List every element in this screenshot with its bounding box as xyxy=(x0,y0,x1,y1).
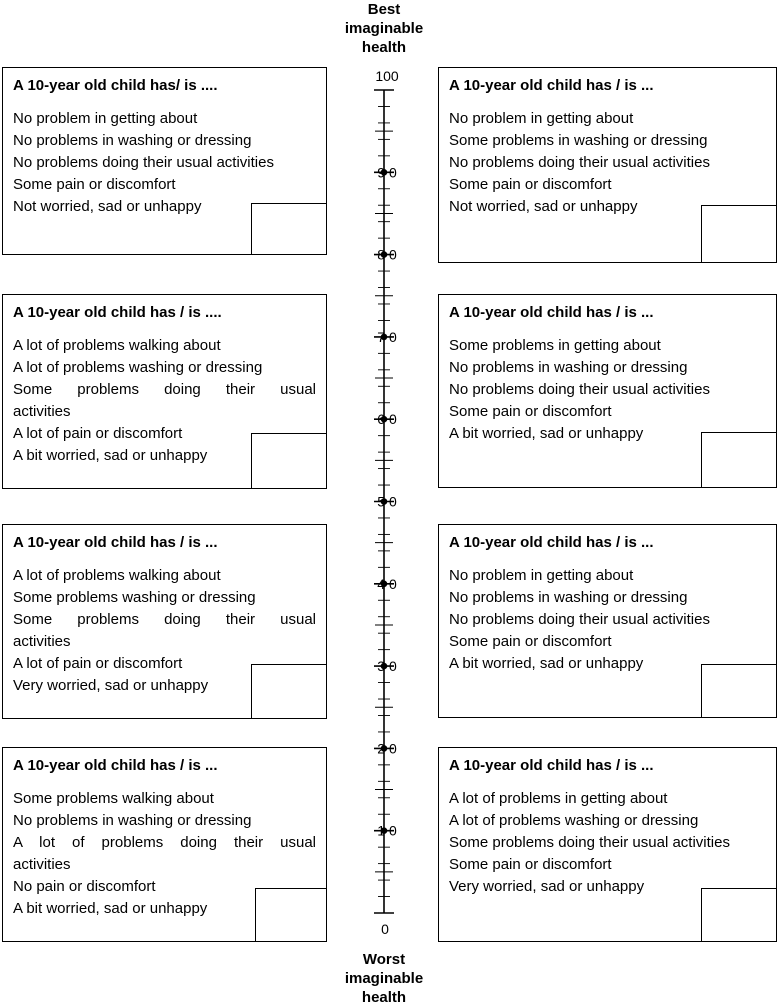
card-line: Some pain or discomfort xyxy=(449,633,612,650)
card-line: A lot of pain or discomfort xyxy=(13,655,183,672)
card-line: No problems in washing or dressing xyxy=(13,132,252,149)
answer-box[interactable] xyxy=(251,433,327,489)
tick-label: 5 0 xyxy=(377,493,397,510)
card-line: A bit worried, sad or unhappy xyxy=(449,655,644,672)
card-line: No problems doing their usual activities xyxy=(449,154,710,171)
card-body xyxy=(449,108,766,218)
answer-box[interactable] xyxy=(255,888,327,942)
answer-box[interactable] xyxy=(701,888,777,942)
scale-bottom-label-line: health xyxy=(361,989,407,1006)
card-title: A 10-year old child has / is ... xyxy=(449,304,654,321)
answer-box[interactable] xyxy=(251,203,327,255)
card-line: A lot of problems doing their usual xyxy=(13,834,316,851)
tick-label: 9 0 xyxy=(377,164,397,181)
card-line: Very worried, sad or unhappy xyxy=(13,677,209,694)
card-body xyxy=(449,565,766,675)
card-line: A bit worried, sad or unhappy xyxy=(449,425,644,442)
card-line: A lot of problems walking about xyxy=(13,567,221,584)
health-state-card-6 xyxy=(438,524,777,718)
card-line: A bit worried, sad or unhappy xyxy=(13,900,208,917)
tick-label: 7 0 xyxy=(377,328,397,345)
tick-label: 3 0 xyxy=(377,658,397,675)
card-line: Some pain or discomfort xyxy=(449,856,612,873)
card-line: Not worried, sad or unhappy xyxy=(13,198,202,215)
scale-top-label-line: health xyxy=(361,39,407,56)
scale-top-label-line: Best xyxy=(367,1,401,18)
card-line: No problem in getting about xyxy=(449,110,634,127)
card-line: No problems doing their usual activities xyxy=(449,611,710,628)
scale-top-label-line: imaginable xyxy=(344,20,424,37)
card-line: Some problems washing or dressing xyxy=(13,589,256,606)
card-line: Not worried, sad or unhappy xyxy=(449,198,638,215)
health-state-card-2 xyxy=(438,67,777,263)
health-state-card-7 xyxy=(2,747,327,942)
card-line: No problems doing their usual activities xyxy=(13,154,274,171)
scale-bottom-label-line: Worst xyxy=(362,951,406,968)
health-state-card-4 xyxy=(438,294,777,488)
card-line: A lot of problems washing or dressing xyxy=(13,359,263,376)
tick-label: 100 xyxy=(375,68,399,84)
card-title: A 10-year old child has/ is .... xyxy=(13,77,218,94)
card-line: No problem in getting about xyxy=(13,110,198,127)
tick-label: 4 0 xyxy=(377,575,397,592)
tick-label: 2 0 xyxy=(377,740,397,757)
card-title: A 10-year old child has / is ... xyxy=(449,77,654,94)
card-line: No problems doing their usual activities xyxy=(449,381,710,398)
card-body xyxy=(449,335,766,445)
health-state-card-3 xyxy=(2,294,327,489)
scale-bottom-label-line: imaginable xyxy=(344,970,424,987)
card-line: Some pain or discomfort xyxy=(449,403,612,420)
answer-box[interactable] xyxy=(701,664,777,718)
card-line: activities xyxy=(13,856,71,873)
card-line: Some problems doing their usual xyxy=(13,611,316,628)
card-title: A 10-year old child has / is ... xyxy=(13,757,218,774)
card-line: Some problems in getting about xyxy=(449,337,661,354)
card-line: No problems in washing or dressing xyxy=(449,359,688,376)
card-line: Very worried, sad or unhappy xyxy=(449,878,645,895)
card-line: activities xyxy=(13,633,71,650)
health-state-card-1 xyxy=(2,67,327,255)
tick-label: 0 xyxy=(381,921,389,937)
card-line: A lot of pain or discomfort xyxy=(13,425,183,442)
card-line: No problems in washing or dressing xyxy=(449,589,688,606)
tick-label: 1 0 xyxy=(377,822,397,839)
answer-box[interactable] xyxy=(701,205,777,263)
health-state-card-5 xyxy=(2,524,327,719)
card-line: activities xyxy=(13,403,71,420)
card-title: A 10-year old child has / is ... xyxy=(13,534,218,551)
card-body xyxy=(449,788,766,898)
card-line: Some problems doing their usual xyxy=(13,381,316,398)
card-line: No problems in washing or dressing xyxy=(13,812,252,829)
card-line: Some problems in washing or dressing xyxy=(449,132,708,149)
card-line: No pain or discomfort xyxy=(13,878,156,895)
answer-box[interactable] xyxy=(701,432,777,488)
card-line: A lot of problems in getting about xyxy=(449,790,668,807)
tick-label: 8 0 xyxy=(377,246,397,263)
card-line: A lot of problems washing or dressing xyxy=(449,812,699,829)
health-state-card-8 xyxy=(438,747,777,942)
card-line: A bit worried, sad or unhappy xyxy=(13,447,208,464)
card-line: Some problems doing their usual activities xyxy=(449,834,730,851)
card-title: A 10-year old child has / is ... xyxy=(449,534,654,551)
tick-label: 6 0 xyxy=(377,411,397,428)
card-line: A lot of problems walking about xyxy=(13,337,221,354)
card-body xyxy=(13,108,316,218)
answer-box[interactable] xyxy=(251,664,327,719)
card-line: Some pain or discomfort xyxy=(449,176,612,193)
card-line: Some pain or discomfort xyxy=(13,176,176,193)
card-line: Some problems walking about xyxy=(13,790,214,807)
card-title: A 10-year old child has / is .... xyxy=(13,304,222,321)
card-line: No problem in getting about xyxy=(449,567,634,584)
card-title: A 10-year old child has / is ... xyxy=(449,757,654,774)
